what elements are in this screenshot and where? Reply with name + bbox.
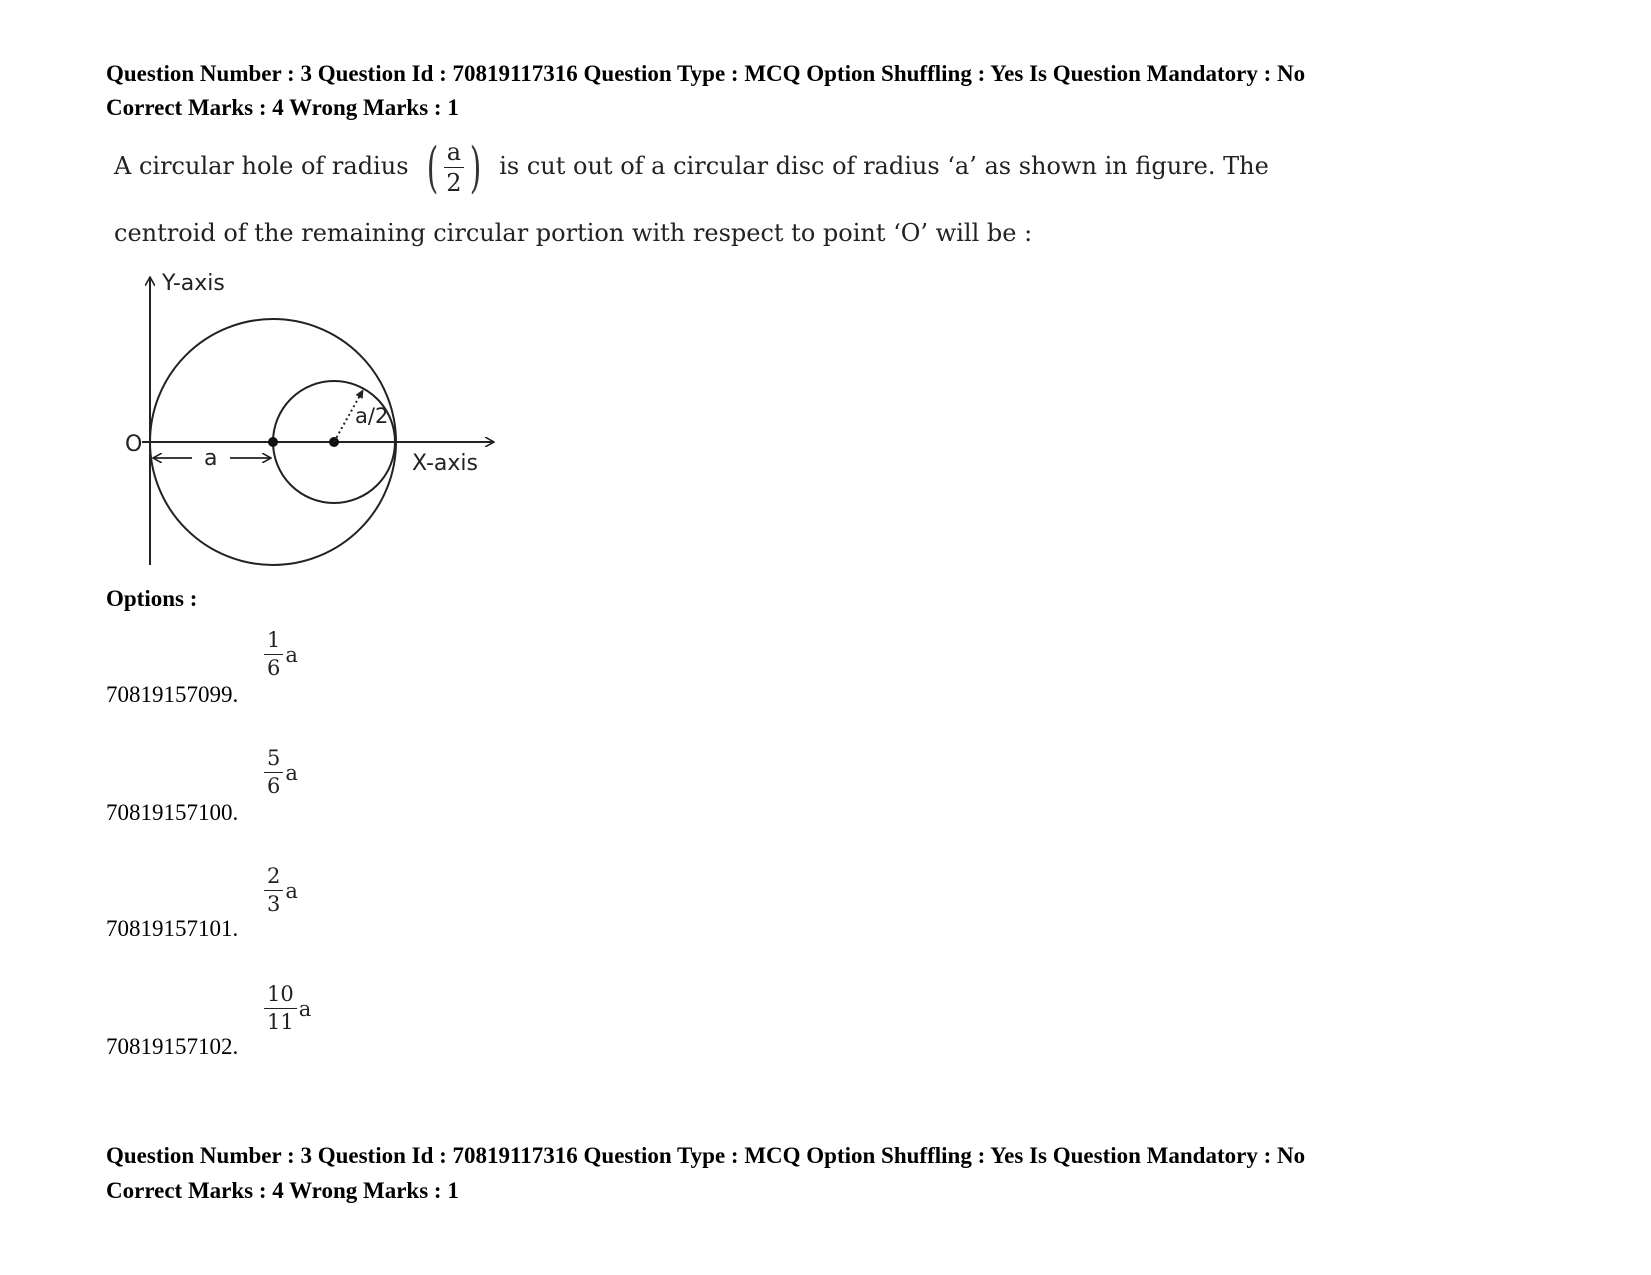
- option-1-variable: a: [285, 642, 298, 667]
- option-1-numerator: 1: [264, 630, 283, 655]
- distance-label: a: [204, 446, 218, 471]
- option-1-denominator: 6: [267, 656, 281, 680]
- x-axis-label: X-axis: [412, 451, 478, 476]
- option-4-id: 70819157102.: [106, 1034, 239, 1059]
- question-meta-line: Question Number : 3 Question Id : 70819117316 Question Type : MCQ Option Shuffling : Yes Is Question Mandatory : No: [106, 61, 1306, 86]
- origin-label: O: [125, 432, 143, 457]
- option-3-numerator: 2: [264, 866, 283, 891]
- marks-meta-line: Correct Marks : 4 Wrong Marks : 1: [106, 95, 459, 120]
- y-axis-label: Y-axis: [162, 271, 225, 296]
- option-4-denominator: 11: [267, 1010, 294, 1034]
- option-2-numerator: 5: [264, 748, 283, 773]
- option-4-value: [264, 984, 311, 1033]
- option-2-variable: a: [285, 760, 298, 785]
- question-text-after: is cut out of a circular disc of radius ‘a’ as shown in figure. The: [499, 152, 1269, 180]
- hole-radius-expression: ( $\frac{a}{2}$ ): [426, 135, 481, 199]
- disc-figure: [110, 270, 510, 570]
- question-text-before: A circular hole of radius: [114, 152, 409, 180]
- option-1-value: [264, 630, 298, 679]
- option-1-id: 70819157099.: [106, 682, 239, 707]
- large-disc-center-dot: [268, 437, 278, 447]
- option-3-id: 70819157101.: [106, 916, 239, 941]
- option-2-denominator: 6: [267, 774, 281, 798]
- option-4-variable: a: [298, 996, 312, 1021]
- next-question-meta-line: Question Number : 3 Question Id : 70819117316 Question Type : MCQ Option Shuffling : Yes Is Question Mandatory : No: [106, 1143, 1306, 1168]
- option-3-variable: a: [285, 878, 298, 903]
- option-3-denominator: 3: [267, 892, 281, 916]
- option-3-value: [264, 866, 298, 915]
- option-2-value: [264, 748, 298, 797]
- option-4-numerator: 10: [264, 984, 297, 1009]
- hole-radius-denominator: 2: [446, 169, 462, 197]
- question-text-line-1: [114, 135, 1269, 199]
- hole-radius-fraction: [443, 140, 464, 195]
- question-text-line-2: centroid of the remaining circular portion with respect to point ‘O’ will be :: [114, 219, 1033, 247]
- next-marks-meta-line: Correct Marks : 4 Wrong Marks : 1: [106, 1178, 459, 1203]
- hole-radius-numerator: a: [444, 140, 464, 168]
- hole-radius-label: a/2: [355, 404, 389, 428]
- options-label: Options :: [106, 586, 198, 611]
- option-2-id: 70819157100.: [106, 800, 239, 825]
